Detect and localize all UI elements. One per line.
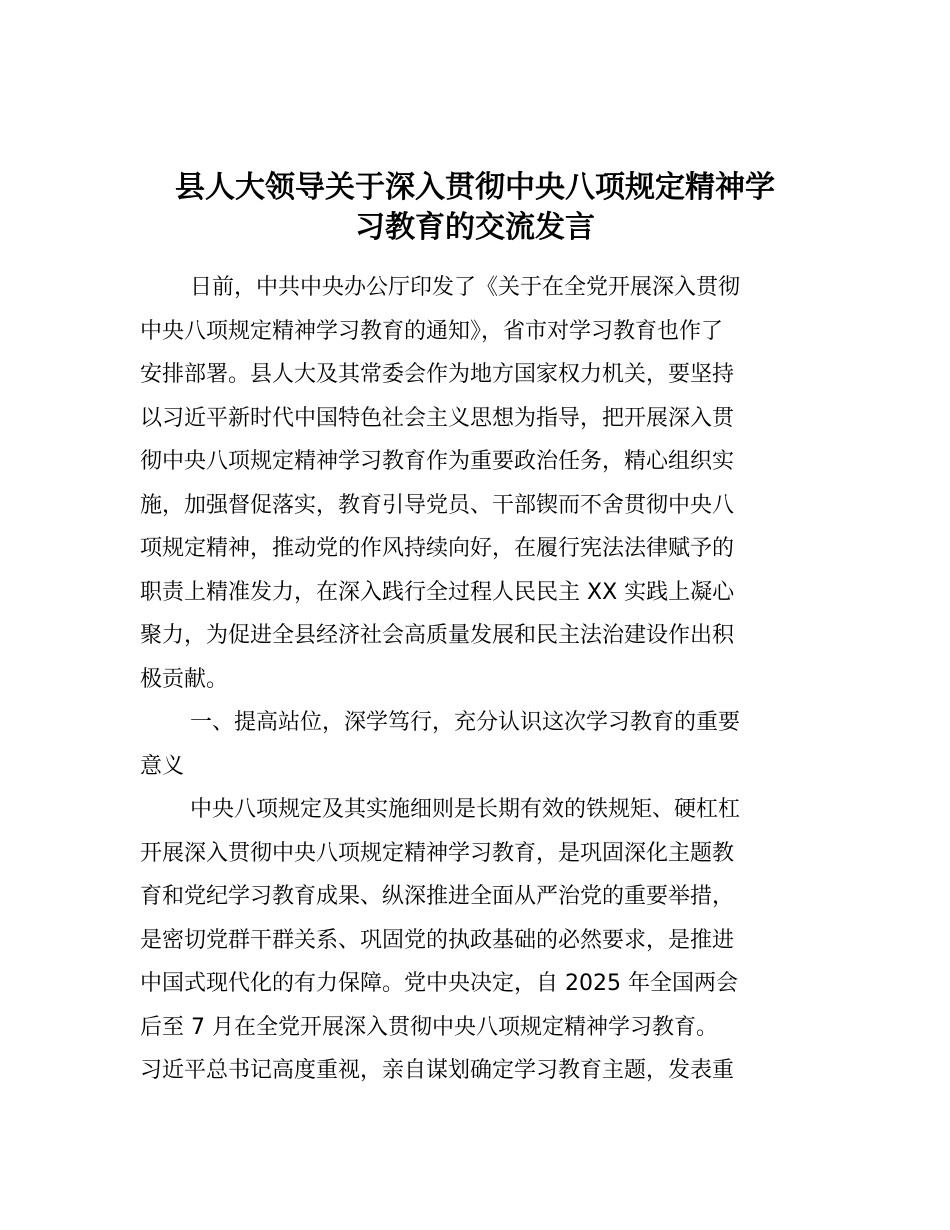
- document-title: [60, 168, 890, 248]
- paragraph-line: 开展深入贯彻中央八项规定精神学习教育，是巩固深化主题教: [140, 840, 735, 866]
- title-line-2: 习教育的交流发言: [355, 210, 595, 245]
- paragraph-line: 中央八项规定精神学习教育的通知》，省市对学习教育也作了: [140, 318, 724, 344]
- section-heading-1: [140, 701, 820, 788]
- heading-line: 意义: [140, 753, 185, 779]
- paragraph-line: 日前，中共中央办公厅印发了《关于在全党开展深入贯彻: [190, 275, 741, 300]
- document-body: [140, 266, 820, 1093]
- paragraph-line: 习近平总书记高度重视，亲自谋划确定学习教育主题，发表重: [140, 1058, 735, 1083]
- paragraph-intro: [140, 266, 820, 701]
- paragraph-line: 安排部署。县人大及其常委会作为地方国家权力机关，要坚持: [140, 362, 735, 387]
- title-line-1: 县人大领导关于深入贯彻中央八项规定精神学: [175, 170, 775, 205]
- paragraph-line: 职责上精准发力，在深入践行全过程人民民主 XX 实践上凝心: [140, 579, 735, 605]
- paragraph-section-1: [140, 788, 820, 1093]
- heading-line: 一、提高站位，深学笃行，充分认识这次学习教育的重要: [190, 710, 741, 735]
- paragraph-line: 项规定精神，推动党的作风持续向好，在履行宪法法律赋予的: [140, 536, 735, 561]
- paragraph-line: 彻中央八项规定精神学习教育作为重要政治任务，精心组织实: [140, 449, 735, 474]
- paragraph-line: 育和党纪学习教育成果、纵深推进全面从严治党的重要举措，: [140, 884, 735, 909]
- paragraph-line: 施，加强督促落实，教育引导党员、干部锲而不舍贯彻中央八: [140, 492, 735, 518]
- paragraph-line: 中国式现代化的有力保障。党中央决定，自 2025 年全国两会: [140, 971, 738, 996]
- paragraph-line: 是密切党群干群关系、巩固党的执政基础的必然要求，是推进: [140, 927, 735, 953]
- paragraph-line: 中央八项规定及其实施细则是长期有效的铁规矩、硬杠杠: [190, 797, 741, 822]
- paragraph-line: 聚力，为促进全县经济社会高质量发展和民主法治建设作出积: [140, 623, 735, 648]
- paragraph-line: 以习近平新时代中国特色社会主义思想为指导，把开展深入贯: [140, 405, 735, 431]
- paragraph-line: 后至 7 月在全党开展深入贯彻中央八项规定精神学习教育。: [140, 1014, 718, 1040]
- paragraph-line: 极贡献。: [140, 666, 229, 692]
